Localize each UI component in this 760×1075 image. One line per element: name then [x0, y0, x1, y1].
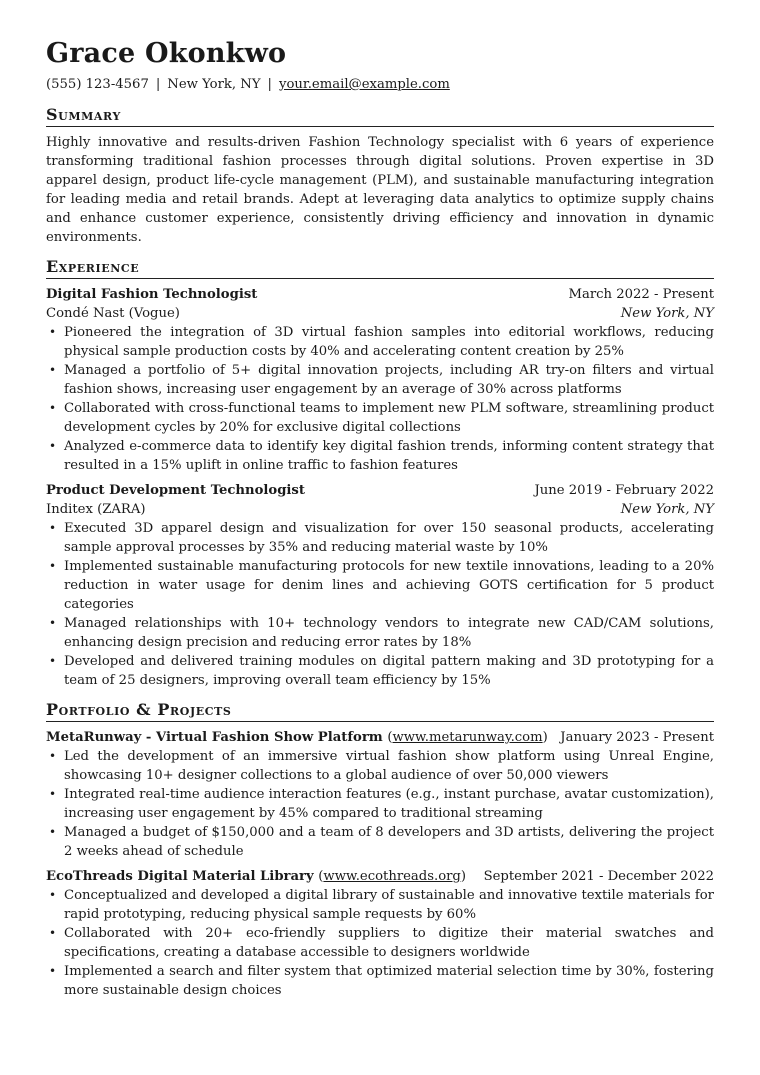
bullet-icon: •: [49, 888, 57, 902]
bullet-icon: •: [49, 749, 57, 763]
list-item: • Developed and delivered training modules on digital pattern making and 3D prototyping for a team of 25 designers, improving overall team efficiency by 15%: [49, 654, 714, 688]
contact-line: [46, 75, 714, 95]
job-location: New York, NY: [620, 502, 714, 517]
section-title-portfolio: Portfolio & Projects: [46, 700, 714, 722]
summary-section: [46, 105, 714, 247]
job-company: Inditex (ZARA): [46, 502, 146, 517]
bullet-icon: •: [49, 964, 57, 978]
project-link[interactable]: www.ecothreads.org: [323, 869, 461, 884]
bullet-icon: •: [49, 926, 57, 940]
phone-number: (555) 123-4567: [46, 77, 149, 92]
list-item: • Managed relationships with 10+ technology vendors to integrate new CAD/CAM solutions, enhancing design precision and reducing error rates by 18%: [49, 616, 714, 650]
section-title-summary: Summary: [46, 105, 714, 127]
project-entry: MetaRunway - Virtual Fashion Show Platform (www.metarunway.com) January 2023 - Present • Led the development of an immersive virtual fashion show platform using Unreal Engine, showcasing 10+ designer collections to a global audience of over 50,000 viewers • Integrated real-time audience interaction features (e.g., instant purchase, avatar customization), increasing user engagement by 45% compared to traditional streaming • Managed a budget of $150,000 and a team of 8 developers and 3D artists, delivering the project 2 weeks ahead of schedule: [46, 730, 714, 859]
list-item: • Implemented sustainable manufacturing protocols for new textile innovations, leading to a 20% reduction in water usage for denim lines and achieving GOTS certification for 5 product categories: [49, 559, 714, 612]
project-entry: EcoThreads Digital Material Library (www.ecothreads.org) September 2021 - December 2022 • Conceptualized and developed a digital library of sustainable and innovative textile materials for rapid prototyping, reducing physical sample requests by 60% • Collaborated with 20+ eco-friendly suppliers to digitize their material swatches and specifications, creating a database accessible to designers worldwide • Implemented a search and filter system that optimized material selection time by 30%, fostering more sustainable design choices: [46, 869, 714, 998]
list-item: • Conceptualized and developed a digital library of sustainable and innovative textile materials for rapid prototyping, reducing physical sample requests by 60%: [49, 888, 714, 922]
job-entry: [46, 285, 714, 475]
list-item: • Executed 3D apparel design and visualization for over 150 seasonal products, accelerating sample approval processes by 35% and reducing material waste by 10%: [49, 521, 714, 555]
project-link[interactable]: www.metarunway.com: [392, 730, 543, 745]
list-item: • Collaborated with 20+ eco-friendly suppliers to digitize their material swatches and specifications, creating a database accessible to designers worldwide: [49, 926, 714, 960]
bullet-icon: •: [49, 521, 57, 535]
project-dates: September 2021 - December 2022: [483, 869, 714, 884]
list-item: • Analyzed e-commerce data to identify key digital fashion trends, informing content strategy that resulted in a 15% uplift in online traffic to fashion features: [49, 439, 714, 473]
location: New York, NY: [167, 77, 261, 92]
job-bullets: [46, 323, 714, 475]
job-dates: March 2022 - Present: [568, 287, 714, 302]
bullet-icon: •: [49, 439, 57, 453]
list-item: • Managed a budget of $150,000 and a team of 8 developers and 3D artists, delivering the project 2 weeks ahead of schedule: [49, 825, 714, 859]
list-item: • Managed a portfolio of 5+ digital innovation projects, including AR try-on filters and virtual fashion shows, increasing user engagement by an average of 30% across platforms: [49, 363, 714, 397]
project-bullets: [46, 886, 714, 1000]
candidate-name: Grace Okonkwo: [46, 38, 287, 69]
section-title-experience: Experience: [46, 257, 714, 279]
job-role: Product Development Technologist: [46, 483, 305, 498]
bullet-icon: •: [49, 559, 57, 573]
separator: |: [267, 77, 272, 92]
job-bullets: [46, 519, 714, 690]
bullet-icon: •: [49, 325, 57, 339]
job-role: Digital Fashion Technologist: [46, 287, 258, 302]
email-link[interactable]: your.email@example.com: [279, 77, 450, 92]
resume-page: [46, 38, 714, 1000]
bullet-icon: •: [49, 825, 57, 839]
list-item: • Led the development of an immersive virtual fashion show platform using Unreal Engine, showcasing 10+ designer collections to a global audience of over 50,000 viewers: [49, 749, 714, 783]
job-dates: June 2019 - February 2022: [534, 483, 714, 498]
job-company: Condé Nast (Vogue): [46, 306, 180, 321]
list-item: • Pioneered the integration of 3D virtual fashion samples into editorial workflows, reducing physical sample production costs by 40% and accelerating content creation by 25%: [49, 325, 714, 359]
bullet-icon: •: [49, 787, 57, 801]
bullet-icon: •: [49, 616, 57, 630]
separator: |: [155, 77, 161, 92]
experience-section: [46, 257, 714, 690]
list-item: • Collaborated with cross-functional teams to implement new PLM software, streamlining product development cycles by 20% for exclusive digital collections: [49, 401, 714, 435]
project-name: EcoThreads Digital Material Library: [46, 869, 314, 884]
list-item: • Implemented a search and filter system that optimized material selection time by 30%, fostering more sustainable design choices: [49, 964, 714, 998]
bullet-icon: •: [49, 654, 57, 668]
project-bullets: [46, 747, 714, 861]
project-dates: January 2023 - Present: [560, 730, 714, 745]
list-item: • Integrated real-time audience interaction features (e.g., instant purchase, avatar customization), increasing user engagement by 45% compared to traditional streaming: [49, 787, 714, 821]
portfolio-section: [46, 700, 714, 1000]
bullet-icon: •: [49, 401, 57, 415]
bullet-icon: •: [49, 363, 57, 377]
job-location: New York, NY: [620, 306, 714, 321]
summary-text: Highly innovative and results-driven Fashion Technology specialist with 6 years of experience transforming traditional fashion processes through digital solutions. Proven expertise in 3D apparel design, product life-cycle management (PLM), and sustainable manufacturing integration for leading media and retail brands. Adept at leveraging data analytics to optimize supply chains and enhance customer experience, consistently driving efficiency and innovation in dynamic environments.: [46, 135, 714, 245]
project-name: MetaRunway - Virtual Fashion Show Platform: [46, 730, 383, 745]
job-entry: [46, 481, 714, 690]
